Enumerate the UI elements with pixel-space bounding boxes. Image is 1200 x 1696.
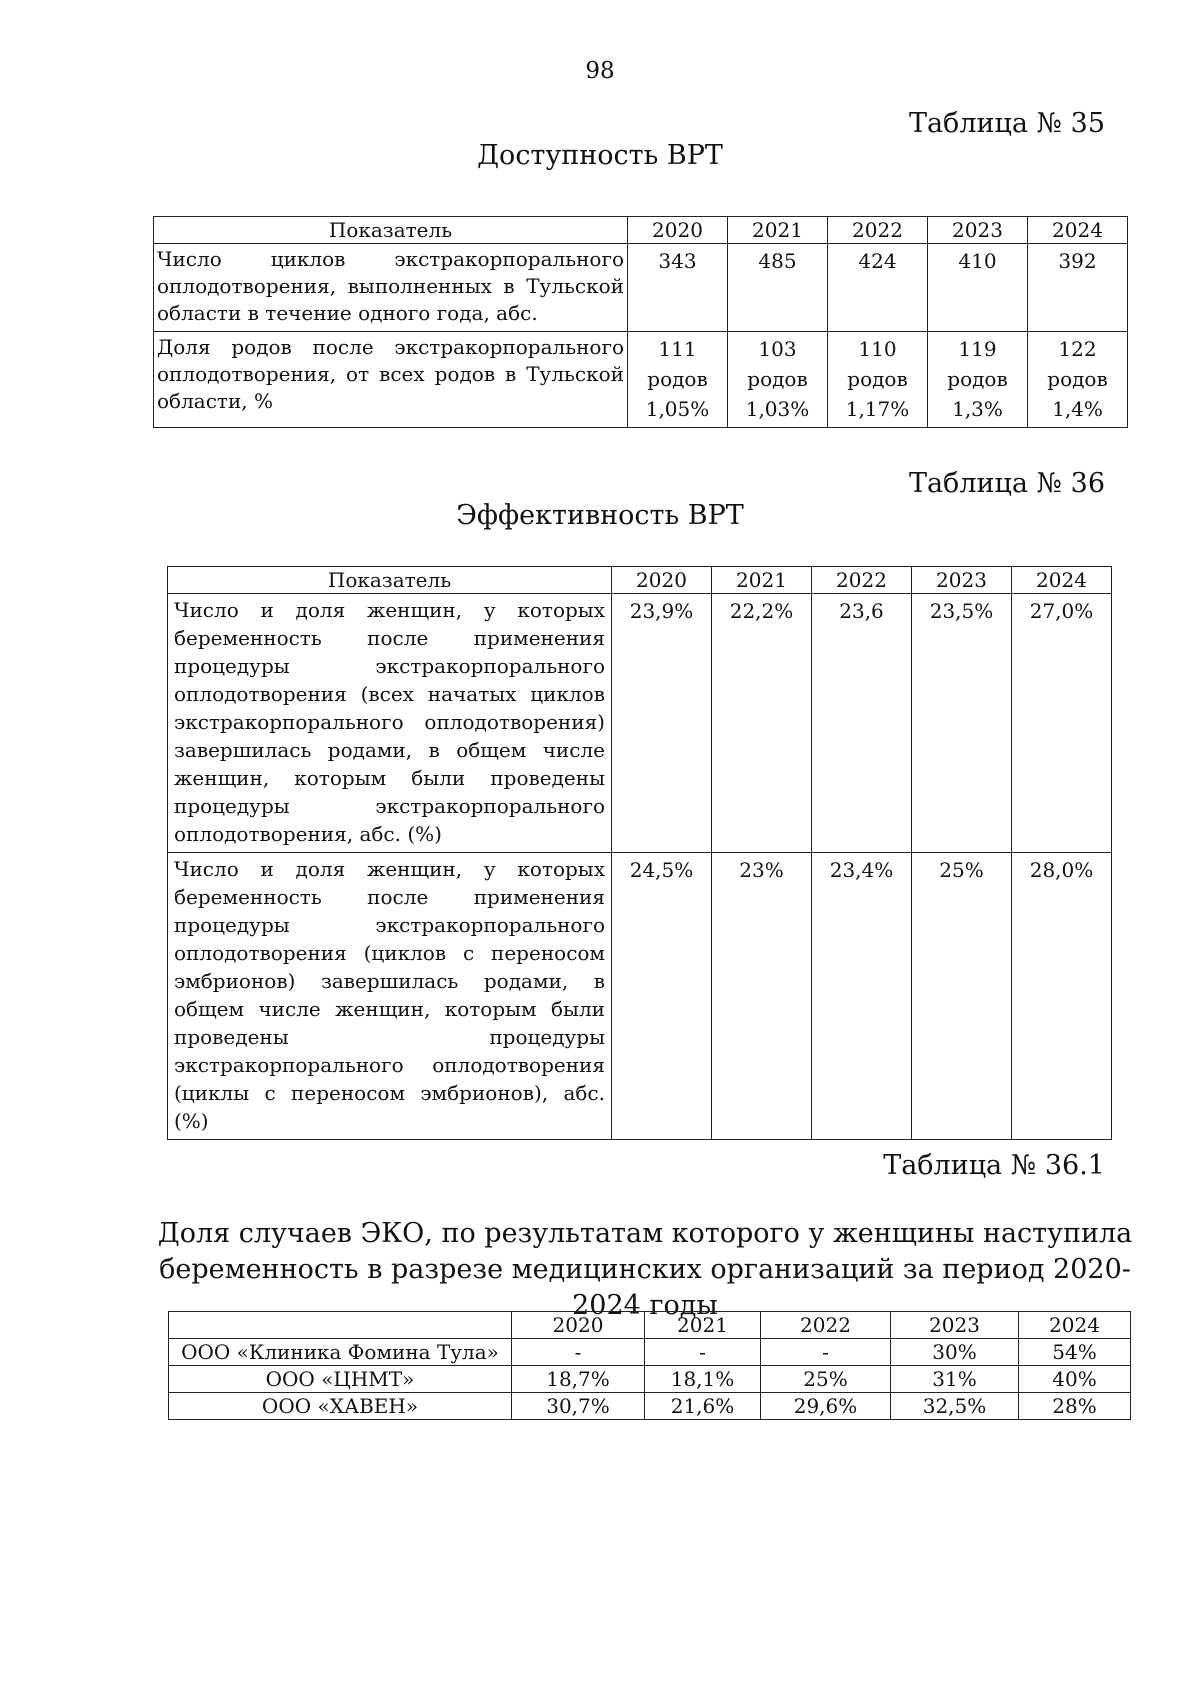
header-year: 2020 <box>628 217 728 244</box>
table-row <box>169 1339 1131 1366</box>
header-year: 2022 <box>812 567 912 594</box>
table-35-title: Доступность ВРТ <box>477 140 723 171</box>
table-36 <box>167 566 1112 1140</box>
value-cell: 22,2% <box>712 594 812 853</box>
table-36-1-title <box>150 1216 1140 1324</box>
header-year: 2021 <box>712 567 812 594</box>
table-36-1-label: Таблица № 36.1 <box>883 1150 1105 1181</box>
table-row <box>168 853 1112 1140</box>
value-cell: 25% <box>912 853 1012 1140</box>
table-36-title: Эффективность ВРТ <box>456 500 744 531</box>
table-row <box>169 1366 1131 1393</box>
table-36-1-title-line: беременность в разрезе медицинских организаций за период 2020-2024 годы <box>159 1254 1131 1321</box>
table-35-label: Таблица № 35 <box>908 108 1105 139</box>
indicator-text: Число циклов экстракорпорального оплодотворения, выполненных в Тульской <box>157 247 624 298</box>
header-year: 2021 <box>645 1312 761 1339</box>
value-cell: 103 родов 1,03% <box>728 332 828 428</box>
value-cell: 23,6 <box>812 594 912 853</box>
value-cell: 122 родов 1,4% <box>1028 332 1128 428</box>
header-year: 2023 <box>912 567 1012 594</box>
value-cell: 343 <box>628 244 728 332</box>
page-number: 98 <box>585 58 615 84</box>
value-cell: 30,7% <box>512 1393 645 1420</box>
indicator-text-last: оплодотворения, абс. (%) <box>174 822 442 846</box>
value-cell: 18,1% <box>645 1366 761 1393</box>
table-36-1 <box>168 1311 1131 1420</box>
table-35-header-row <box>154 217 1128 244</box>
organization-name: ООО «ХАВЕН» <box>169 1393 512 1420</box>
organization-name: ООО «Клиника Фомина Тула» <box>169 1339 512 1366</box>
value-cell: 410 <box>928 244 1028 332</box>
value-cell: 40% <box>1019 1366 1131 1393</box>
value-cell: 485 <box>728 244 828 332</box>
indicator-cell <box>154 244 628 332</box>
indicator-text: Доля родов после экстракорпорального оплодотворения, от всех родов в Тульской <box>157 335 624 386</box>
value-cell: 24,5% <box>612 853 712 1140</box>
header-empty <box>169 1312 512 1339</box>
header-year: 2024 <box>1028 217 1128 244</box>
table-row <box>168 594 1112 853</box>
value-cell: 31% <box>891 1366 1019 1393</box>
indicator-text-last: области, % <box>157 389 274 413</box>
table-row <box>154 332 1128 428</box>
header-year: 2022 <box>828 217 928 244</box>
value-cell: 28% <box>1019 1393 1131 1420</box>
value-cell: 23,5% <box>912 594 1012 853</box>
header-year: 2020 <box>612 567 712 594</box>
table-35 <box>153 216 1128 428</box>
value-cell: - <box>761 1339 891 1366</box>
value-cell: 29,6% <box>761 1393 891 1420</box>
value-cell: 23,4% <box>812 853 912 1140</box>
header-indicator: Показатель <box>168 567 612 594</box>
table-36-1-title-line: Доля случаев ЭКО, по результатам которого у женщины наступила <box>157 1218 1133 1249</box>
header-indicator: Показатель <box>154 217 628 244</box>
value-cell: 32,5% <box>891 1393 1019 1420</box>
indicator-cell <box>168 594 612 853</box>
indicator-text: Число и доля женщин, у которых беременность после применения процедуры экстракорпорального оплодотворения (циклов с переносом эмбрионов) завершилась родами, в общем числе женщин, которым были проведены процедуры экстракорпорального оплодотворения <box>174 857 605 1077</box>
value-cell: 30% <box>891 1339 1019 1366</box>
value-cell: 23,9% <box>612 594 712 853</box>
value-cell: - <box>512 1339 645 1366</box>
header-year: 2023 <box>891 1312 1019 1339</box>
header-year: 2021 <box>728 217 828 244</box>
indicator-text-last: (циклы с переносом эмбрионов), абс. (%) <box>174 1081 605 1133</box>
indicator-cell <box>168 853 612 1140</box>
header-year: 2024 <box>1019 1312 1131 1339</box>
value-cell: 110 родов 1,17% <box>828 332 928 428</box>
header-year: 2020 <box>512 1312 645 1339</box>
header-year: 2023 <box>928 217 1028 244</box>
table-row <box>169 1393 1131 1420</box>
indicator-cell <box>154 332 628 428</box>
table-36-header-row <box>168 567 1112 594</box>
table-36-1-header-row <box>169 1312 1131 1339</box>
value-cell: 23% <box>712 853 812 1140</box>
table-36-label: Таблица № 36 <box>908 468 1105 499</box>
value-cell: - <box>645 1339 761 1366</box>
value-cell: 18,7% <box>512 1366 645 1393</box>
value-cell: 424 <box>828 244 928 332</box>
value-cell: 21,6% <box>645 1393 761 1420</box>
value-cell: 25% <box>761 1366 891 1393</box>
header-year: 2022 <box>761 1312 891 1339</box>
header-year: 2024 <box>1012 567 1112 594</box>
indicator-text-last: области в течение одного года, абс. <box>157 301 538 325</box>
organization-name: ООО «ЦНМТ» <box>169 1366 512 1393</box>
table-row <box>154 244 1128 332</box>
value-cell: 119 родов 1,3% <box>928 332 1028 428</box>
value-cell: 392 <box>1028 244 1128 332</box>
value-cell: 27,0% <box>1012 594 1112 853</box>
value-cell: 111 родов 1,05% <box>628 332 728 428</box>
value-cell: 28,0% <box>1012 853 1112 1140</box>
value-cell: 54% <box>1019 1339 1131 1366</box>
indicator-text: Число и доля женщин, у которых беременность после применения процедуры экстракорпорального оплодотворения (всех начатых циклов экстракорпорального оплодотворения) завершилась родами, в общем числе женщин, которым были проведены процедуры экстракорпорального <box>174 598 605 818</box>
